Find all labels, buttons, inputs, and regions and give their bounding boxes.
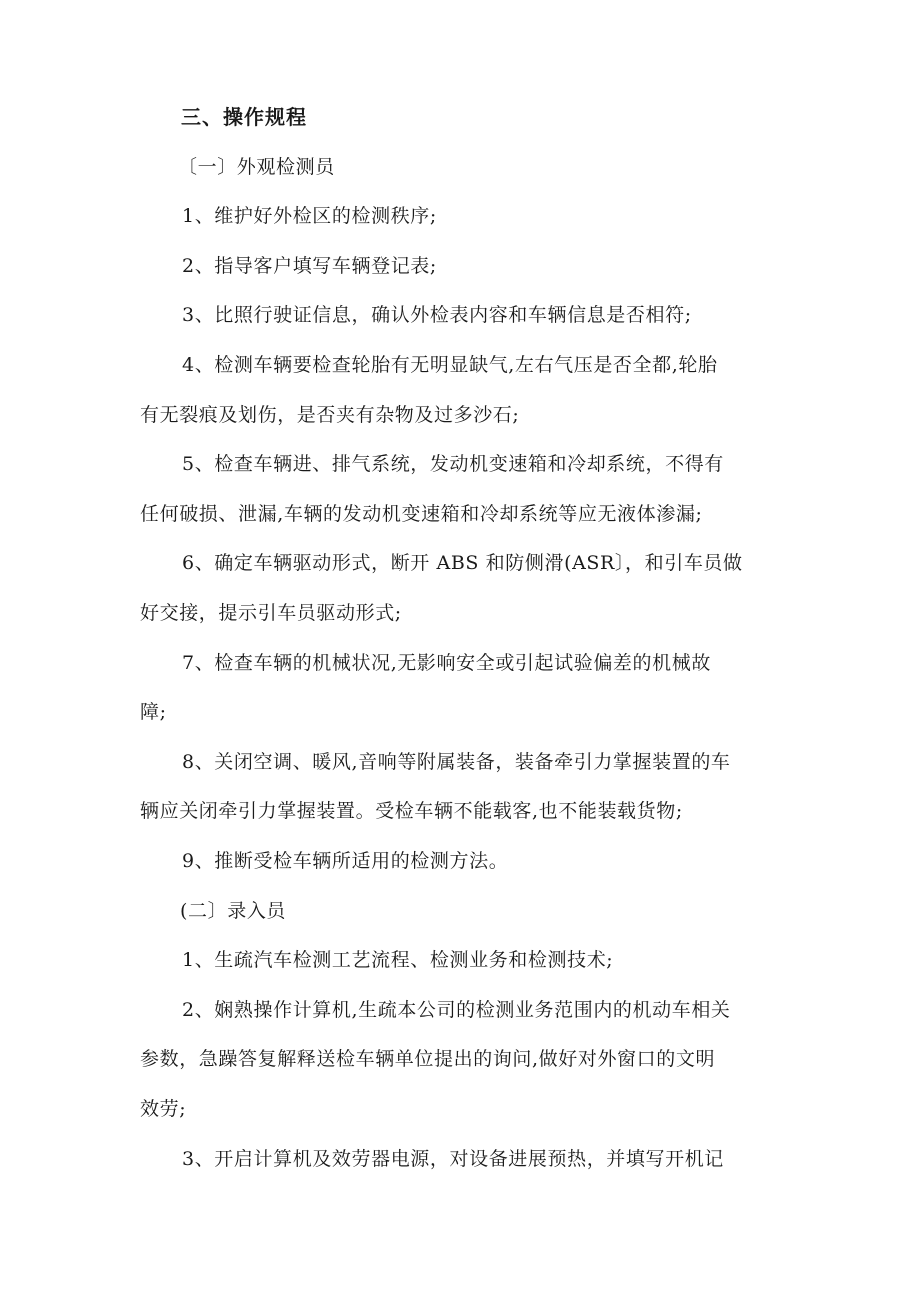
subsection-title: 〔一〕外观检测员 xyxy=(178,156,335,178)
list-item-line: 效劳; xyxy=(140,1098,187,1120)
list-item-line: 辆应关闭牵引力掌握装置。受检车辆不能载客,也不能装载货物; xyxy=(140,800,683,822)
list-item-line: 1、生疏汽车检测工艺流程、检测业务和检测技术; xyxy=(182,949,614,971)
list-item-line: 9、推断受检车辆所适用的检测方法。 xyxy=(182,850,509,872)
list-item-line: 2、指导客户填写车辆登记表; xyxy=(182,255,437,277)
list-item-line: 有无裂痕及划伤，是否夹有杂物及过多沙石; xyxy=(140,404,520,426)
list-item-line: 2、娴熟操作计算机,生疏本公司的检测业务范围内的机动车相关 xyxy=(182,999,731,1021)
list-item-line: 8、关闭空调、暖风,音响等附属装备，装备牵引力掌握装置的车 xyxy=(182,751,731,773)
list-item-line: 任何破损、泄漏,车辆的发动机变速箱和冷却系统等应无液体渗漏; xyxy=(140,503,703,525)
list-item-line: 5、检查车辆进、排气系统，发动机变速箱和冷却系统，不得有 xyxy=(182,453,724,475)
list-item-line: 3、开启计算机及效劳器电源，对设备进展预热，并填写开机记 xyxy=(182,1148,724,1170)
list-item-line: 好交接，提示引车员驱动形式; xyxy=(140,602,402,624)
section-title: 三、操作规程 xyxy=(181,105,307,129)
list-item-line: 6、确定车辆驱动形式，断开 ABS 和防侧滑(ASR〕，和引车员做 xyxy=(182,552,743,574)
list-item-line: 障; xyxy=(140,701,167,723)
list-item-line: 参数，急躁答复解释送检车辆单位提出的询问,做好对外窗口的文明 xyxy=(140,1048,716,1070)
list-item-line: 7、检查车辆的机械状况,无影响安全或引起试验偏差的机械故 xyxy=(182,652,711,674)
list-item-line: 4、检测车辆要检查轮胎有无明显缺气,左右气压是否全都,轮胎 xyxy=(182,354,718,376)
list-item-line: 3、比照行驶证信息，确认外检表内容和车辆信息是否相符; xyxy=(182,304,692,326)
list-item-line: 1、维护好外检区的检测秩序; xyxy=(182,205,437,227)
subsection-title: (二〕录入员 xyxy=(180,900,287,922)
